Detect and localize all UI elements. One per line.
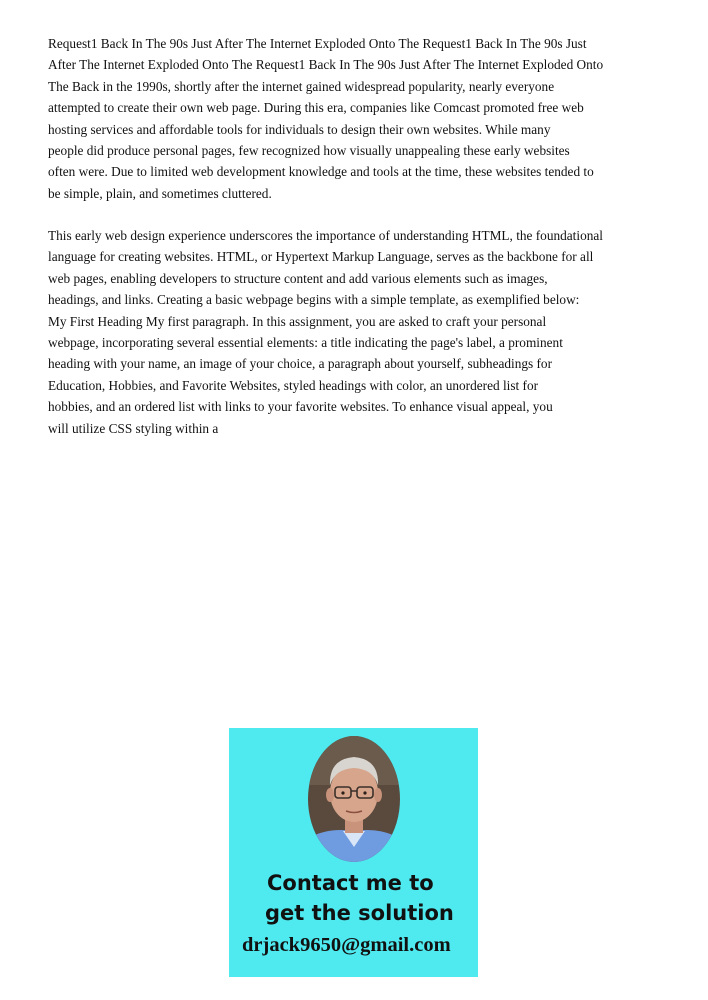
text-line: language for creating websites. HTML, or Hypertext Markup Language, serves as the backbone for all	[48, 249, 594, 265]
text-line: webpage, incorporating several essential elements: a title indicating the page's label, a prominent	[48, 335, 563, 351]
text-line: headings, and links. Creating a basic webpage begins with a simple template, as exemplified below:	[48, 292, 580, 308]
paragraph-intro	[48, 33, 660, 204]
contact-email-link[interactable]: drjack9650@gmail.com	[242, 934, 451, 956]
text-line: Request1 Back In The 90s Just After The Internet Exploded Onto The Request1 Back In The 90s Just	[48, 36, 587, 51]
text-line: web pages, enabling developers to structure content and add various elements such as images,	[48, 270, 548, 286]
text-line: people did produce personal pages, few recognized how visually unappealing these early websites	[48, 143, 570, 159]
text-line: My First Heading My first paragraph. In this assignment, you are asked to craft your personal	[48, 313, 547, 329]
promo-heading-line: get the solution	[265, 901, 454, 925]
text-line: heading with your name, an image of your choice, a paragraph about yourself, subheadings for	[48, 356, 553, 372]
promo-heading	[265, 868, 475, 928]
text-line: hosting services and affordable tools for individuals to design their own websites. While many	[48, 121, 551, 137]
paragraph-html-assignment	[48, 225, 660, 439]
promo-heading-line: Contact me to	[267, 871, 434, 895]
person-portrait-icon	[307, 735, 401, 863]
text-line: After The Internet Exploded Onto The Request1 Back In The 90s Just After The Internet Exploded Onto	[48, 57, 604, 73]
text-line: attempted to create their own web page. During this era, companies like Comcast promoted free web	[48, 100, 584, 116]
text-line: will utilize CSS styling within a	[48, 420, 219, 436]
text-line: Education, Hobbies, and Favorite Websites, styled headings with color, an unordered list for	[48, 377, 539, 393]
text-line: be simple, plain, and sometimes cluttered.	[48, 185, 272, 201]
text-line: hobbies, and an ordered list with links to your favorite websites. To enhance visual appeal, you	[48, 399, 553, 415]
text-line: often were. Due to limited web development knowledge and tools at the time, these websites tended to	[48, 164, 594, 180]
text-line: This early web design experience underscores the importance of understanding HTML, the foundational	[48, 228, 603, 243]
contact-promo-banner[interactable]	[229, 728, 478, 977]
text-line: The Back in the 1990s, shortly after the internet gained widespread popularity, nearly everyone	[48, 78, 555, 94]
